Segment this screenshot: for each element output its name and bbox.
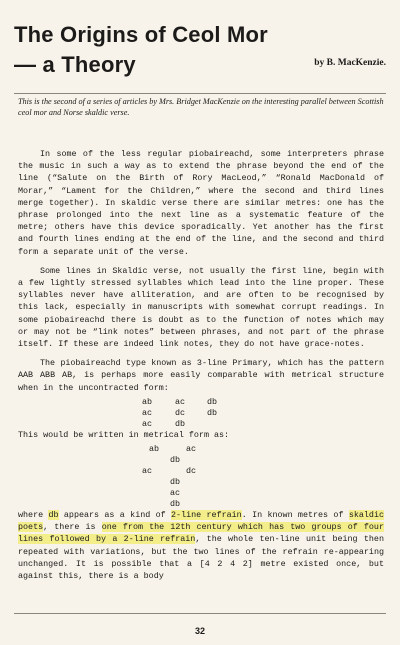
- scheme-row: [18, 487, 384, 498]
- highlight: 2-line refrain: [171, 510, 242, 521]
- scheme-cell: dc: [175, 407, 186, 418]
- top-divider: [14, 93, 386, 94]
- metrical-scheme: [18, 443, 384, 509]
- scheme-cell: ac: [170, 488, 181, 499]
- highlight: skaldic poets: [18, 510, 385, 533]
- scheme-cell: db: [170, 499, 181, 510]
- scheme-row: [18, 407, 384, 418]
- text-run: , the whole ten-line unit being then repeated with variations, but the two lines of the refrain re-appearing unchanged. It is possible that a [4 2 4 2] metre existed once, but against this, there is a body: [18, 534, 384, 582]
- bottom-divider: [14, 613, 386, 614]
- scheme-cell: db: [170, 455, 181, 466]
- scheme-cell: ac: [142, 407, 153, 418]
- scheme-cell: db: [207, 396, 218, 407]
- header: [14, 20, 390, 90]
- paragraph-4: [18, 509, 384, 582]
- scheme-row: [18, 465, 384, 476]
- scheme-row: [18, 396, 384, 407]
- scheme-cell: ac: [186, 444, 197, 455]
- paragraph-2: Some lines in Skaldic verse, not usually the first line, begin with a few lightly stressed syllables which lead into the line proper. These syllables never have alliteration, and are often to be recognised by this lack, especially in manuscripts with somewhat corrupt readings. In some piobaireachd there is doubt as to the function of notes which may or may not be “link notes” between phrases, and not part of the phrase itself. If these are indeed link notes, they do not have grace-notes.: [18, 265, 384, 350]
- scheme-row: [18, 418, 384, 429]
- article-intro: This is the second of a series of articles by Mrs. Bridget MacKenzie on the interesting parallel between Scottish ceol mor and Norse skaldic verse.: [18, 97, 384, 117]
- scheme-cell: ac: [142, 466, 153, 477]
- scheme-row: [18, 454, 384, 465]
- highlight: one from the 12th century which has two groups of four lines followed by a 2-line refrain: [18, 522, 384, 545]
- text-run: . In known metres of: [241, 510, 349, 521]
- page-number: 32: [194, 626, 205, 636]
- author-byline: by B. MacKenzie.: [314, 58, 386, 68]
- scheme-row: [18, 498, 384, 509]
- metrical-intro: This would be written in metrical form as:: [18, 429, 230, 440]
- scheme-row: [18, 443, 384, 454]
- text-run: , there is: [43, 522, 102, 533]
- article-body: [18, 148, 384, 589]
- paragraph-3: The piobaireachd type known as 3-line Primary, which has the pattern AAB ABB AB, is perhaps more easily comparable with metrical structure when in the uncontracted form:: [18, 358, 384, 393]
- scheme-cell: ab: [142, 396, 153, 407]
- scheme-cell: ac: [142, 418, 153, 429]
- highlight: db: [48, 510, 59, 521]
- scheme-cell: db: [170, 477, 181, 488]
- article-title: The Origins of Ceol Mor— a Theory: [14, 22, 268, 77]
- text-run: appears as a kind of: [58, 510, 172, 521]
- scheme-cell: ab: [149, 444, 160, 455]
- paragraph-1: In some of the less regular piobaireachd, some interpreters phrase the music in such a way as to extend the phrase beyond the end of the line (“Salute on the Birth of Rory MacLeod,” “Ronald MacDonald of Morar,” “Lament for the Children,” where the second and third lines merge together). In skaldic verse there are similar metres: one has the phrase prolonged into the next line as a systematic feature of the metre; others have this device sporadically. Yet another has the first and fourth lines ending at the end of the line, and the second and third form a separate unit of the verse.: [18, 149, 384, 257]
- uncontracted-scheme: [18, 396, 384, 429]
- scheme-cell: db: [207, 407, 218, 418]
- scheme-cell: ac: [175, 396, 186, 407]
- scheme-row: [18, 476, 384, 487]
- scheme-cell: db: [175, 418, 186, 429]
- text-run: where: [18, 510, 49, 521]
- scheme-cell: dc: [186, 466, 197, 477]
